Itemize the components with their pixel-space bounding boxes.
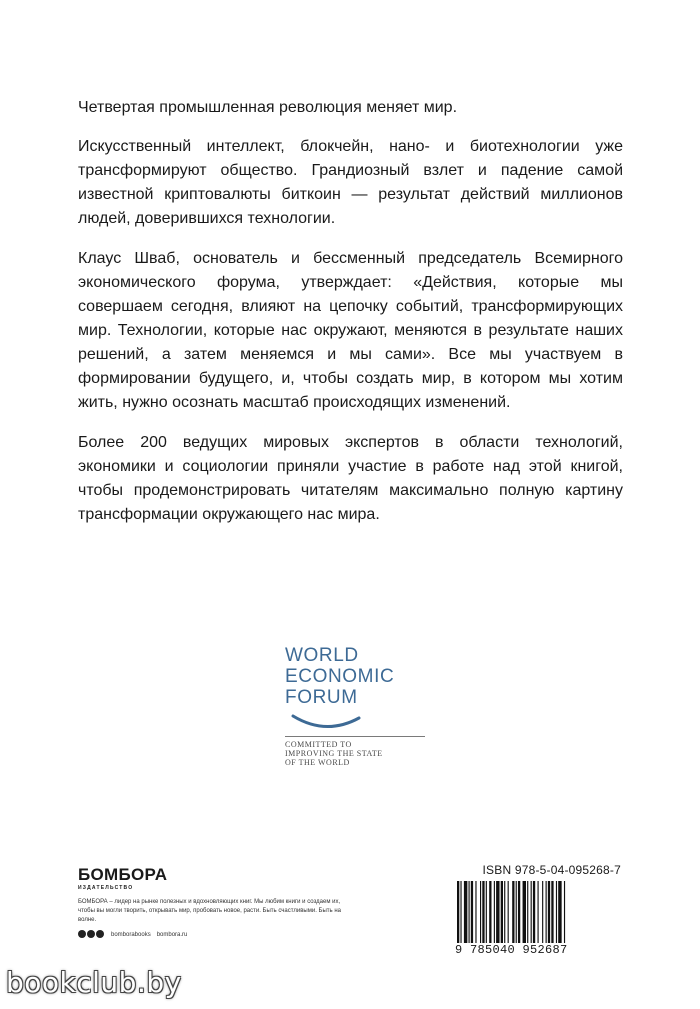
barcode-bar bbox=[480, 881, 481, 943]
barcode-bar bbox=[512, 881, 514, 943]
publisher-description: БОМБОРА – лидер на рынке полезных и вдохновляющих книг. Мы любим книги и создаем их, чтобы вы могли творить, открывать мир, пробовать новое, расти. Быть счастливыми. Быть на волне. bbox=[78, 899, 341, 923]
instagram-icon bbox=[96, 930, 104, 938]
social-handle: bomborabooks bbox=[111, 932, 151, 938]
barcode-bar bbox=[533, 881, 535, 943]
barcode-bar bbox=[516, 881, 517, 943]
barcode-bar bbox=[558, 881, 561, 943]
barcode-bar bbox=[538, 881, 539, 943]
paragraph-3: Клаус Шваб, основатель и бессменный председатель Всемирного экономического форума, утверждает: «Действия, которые мы совершаем сегодня, влияют на цепочку событий, трансформирующих мир. Технологии, которые нас окружают, меняются в результате наших решений, а затем меняемся и мы сами». Все мы участвуем в формировании будущего, и, чтобы создать мир, в котором мы хотим жить, нужно осознать масштаб происходящих изменений. bbox=[78, 250, 623, 411]
barcode-bar bbox=[475, 881, 476, 943]
barcode-bar bbox=[531, 881, 532, 943]
barcode-bar bbox=[527, 881, 528, 943]
barcode-bar bbox=[494, 881, 495, 943]
back-cover-text bbox=[78, 96, 623, 543]
barcode-bar bbox=[460, 881, 461, 943]
isbn-number: ISBN 978-5-04-095268-7 bbox=[482, 863, 621, 877]
publisher-subtitle: ИЗДАТЕЛЬСТВО bbox=[78, 885, 134, 891]
publisher-block bbox=[78, 866, 378, 940]
isbn-block bbox=[455, 863, 625, 957]
barcode-bar bbox=[471, 881, 473, 943]
wef-tagline-2: IMPROVING THE STATE bbox=[285, 749, 383, 758]
wef-tagline-3: OF THE WORLD bbox=[285, 758, 350, 767]
publisher-site: bombora.ru bbox=[156, 932, 188, 938]
barcode-bar bbox=[542, 881, 543, 943]
wef-tagline bbox=[285, 736, 425, 767]
wef-logo-line3: FORUM bbox=[285, 687, 358, 708]
barcode-bar bbox=[504, 881, 505, 943]
barcode-bar bbox=[551, 881, 553, 943]
barcode-icon bbox=[455, 881, 615, 943]
barcode-bar bbox=[548, 881, 550, 943]
paragraph-2: Искусственный интеллект, блокчейн, нано- и биотехнологии уже трансформируют общество. Грандиозный взлет и падение самой известной криптовалюты биткоин — результат действий миллионов людей, доверившихся технологии. bbox=[78, 138, 623, 227]
publisher-logo: БОМБОРА bbox=[78, 865, 168, 884]
social-icons bbox=[78, 930, 105, 940]
barcode-bar bbox=[523, 881, 526, 943]
barcode-bar bbox=[501, 881, 503, 943]
barcode-bar bbox=[486, 881, 487, 943]
publisher-social bbox=[78, 930, 378, 940]
barcode-bar bbox=[556, 881, 557, 943]
vk-icon bbox=[78, 930, 86, 938]
barcode-bar bbox=[469, 881, 470, 943]
barcode-bar bbox=[518, 881, 520, 943]
wef-tagline-1: COMMITTED TO bbox=[285, 740, 352, 749]
isbn-digits: 9 785040 952687 bbox=[455, 943, 568, 957]
wef-logo-line1: WORLD bbox=[285, 645, 359, 666]
barcode-bar bbox=[508, 881, 509, 943]
wef-logo bbox=[285, 645, 425, 767]
facebook-icon bbox=[87, 930, 95, 938]
barcode-bar bbox=[564, 881, 565, 943]
wef-logo-line2: ECONOMIC bbox=[285, 666, 395, 687]
wef-arc-icon bbox=[291, 714, 361, 730]
barcode-bar bbox=[457, 881, 459, 943]
barcode-bar bbox=[546, 881, 547, 943]
barcode-bar bbox=[489, 881, 491, 943]
barcode-bar bbox=[496, 881, 499, 943]
barcode-bar bbox=[464, 881, 467, 943]
barcode-bar bbox=[482, 881, 484, 943]
paragraph-4: Более 200 ведущих мировых экспертов в области технологий, экономики и социологии приняли участие в работе над этой книгой, чтобы продемонстрировать читателям максимально полную картину трансформации окружающего нас мира. bbox=[78, 434, 623, 523]
paragraph-1: Четвертая промышленная революция меняет мир. bbox=[78, 99, 458, 116]
watermark: bookclub.by bbox=[6, 966, 182, 999]
